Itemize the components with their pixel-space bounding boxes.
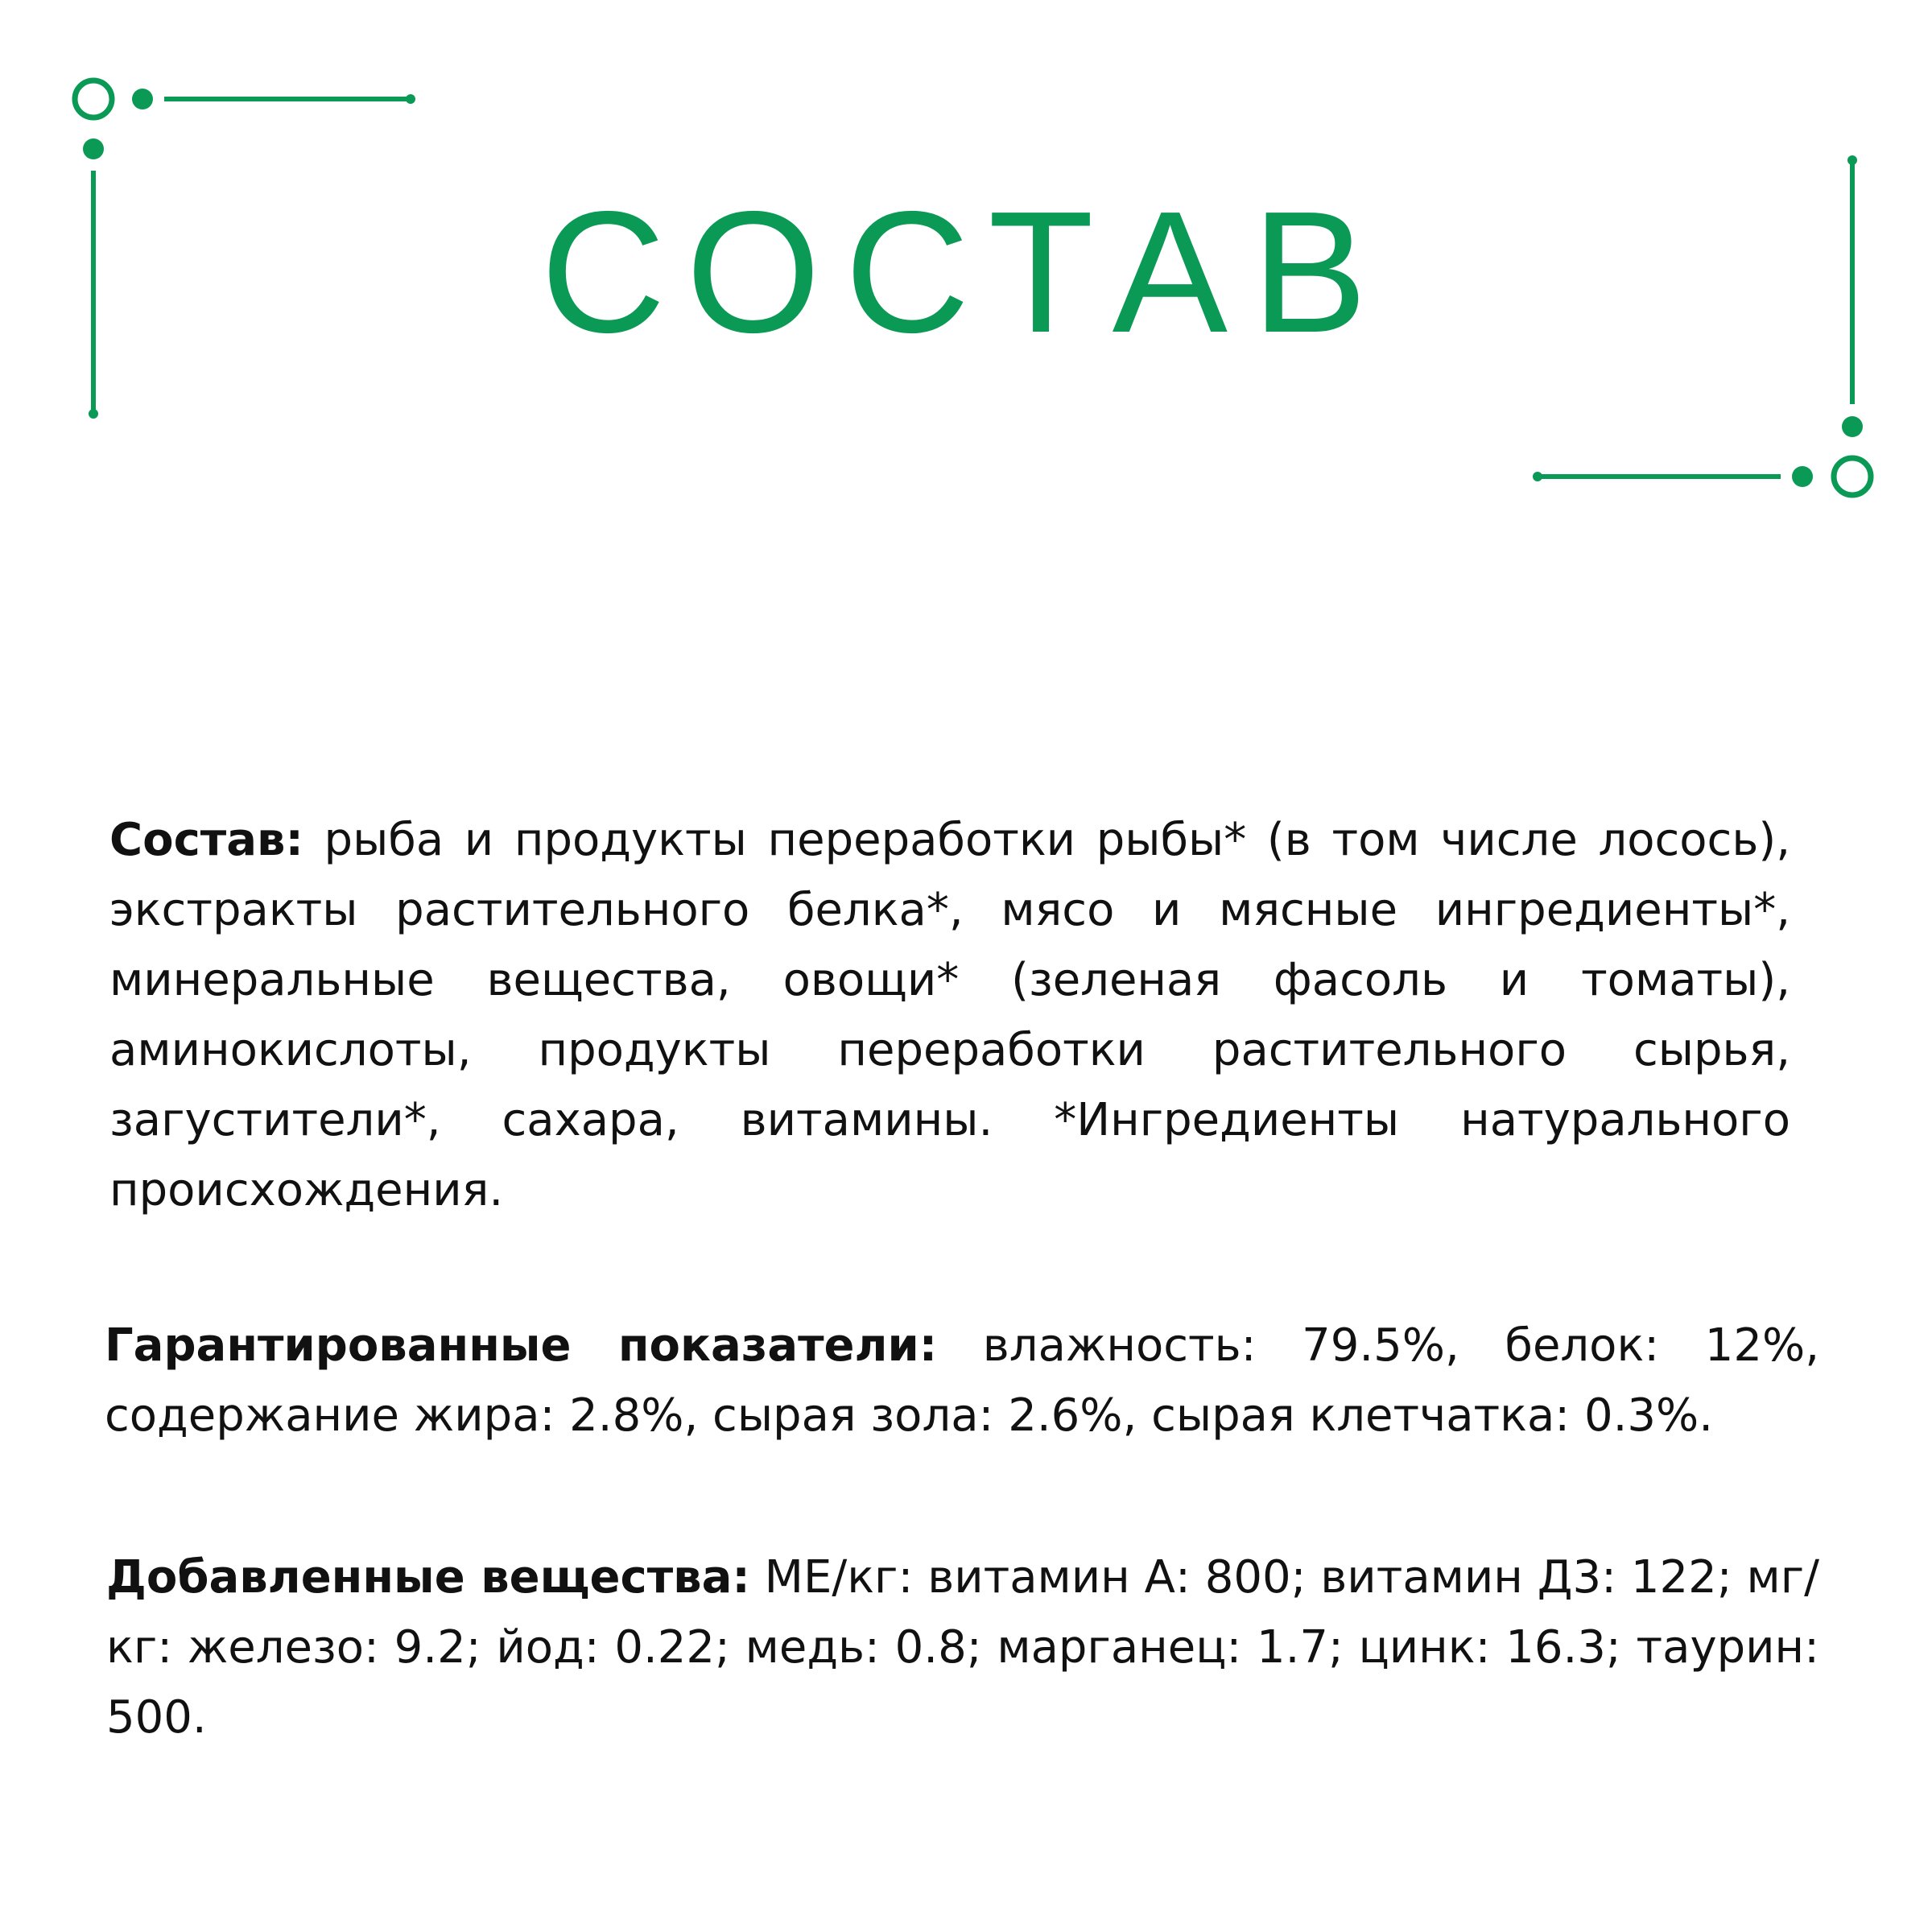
additives-text: МЕ/кг: витамин А: 800; витамин Д3: 122; мг/кг: железо: 9.2; йод: 0.22; медь: 0.8; марганец: 1.7; цинк: 16.3; таурин: 500. — [106, 1551, 1820, 1744]
guaranteed-values-paragraph — [105, 1311, 1819, 1451]
guaranteed-values-text: влажность: 79.5%, белок: 12%, содержание жира: 2.8%, сырая зола: 2.6%, сырая клетчатка: 0.3%. — [105, 1319, 1820, 1442]
composition-label: Состав: — [109, 814, 303, 866]
composition-paragraph — [109, 805, 1790, 1225]
guaranteed-values-label: Гарантированные показатели: — [105, 1319, 938, 1372]
additives-paragraph — [106, 1542, 1819, 1752]
page-title: СОСТАВ — [540, 175, 1392, 369]
additives-label: Добавленные вещества: — [106, 1551, 750, 1604]
composition-text: рыба и продукты переработки рыбы* (в том числе лосось), экстракты растительного белка*, мясо и мясные ингредиенты*, минеральные вещества, овощи* (зеленая фасоль и томаты), аминокислоты, продукты переработки растительного сырья, загустители*, сахара, витамины. *Ингредиенты натурального происхождения. — [109, 814, 1790, 1216]
